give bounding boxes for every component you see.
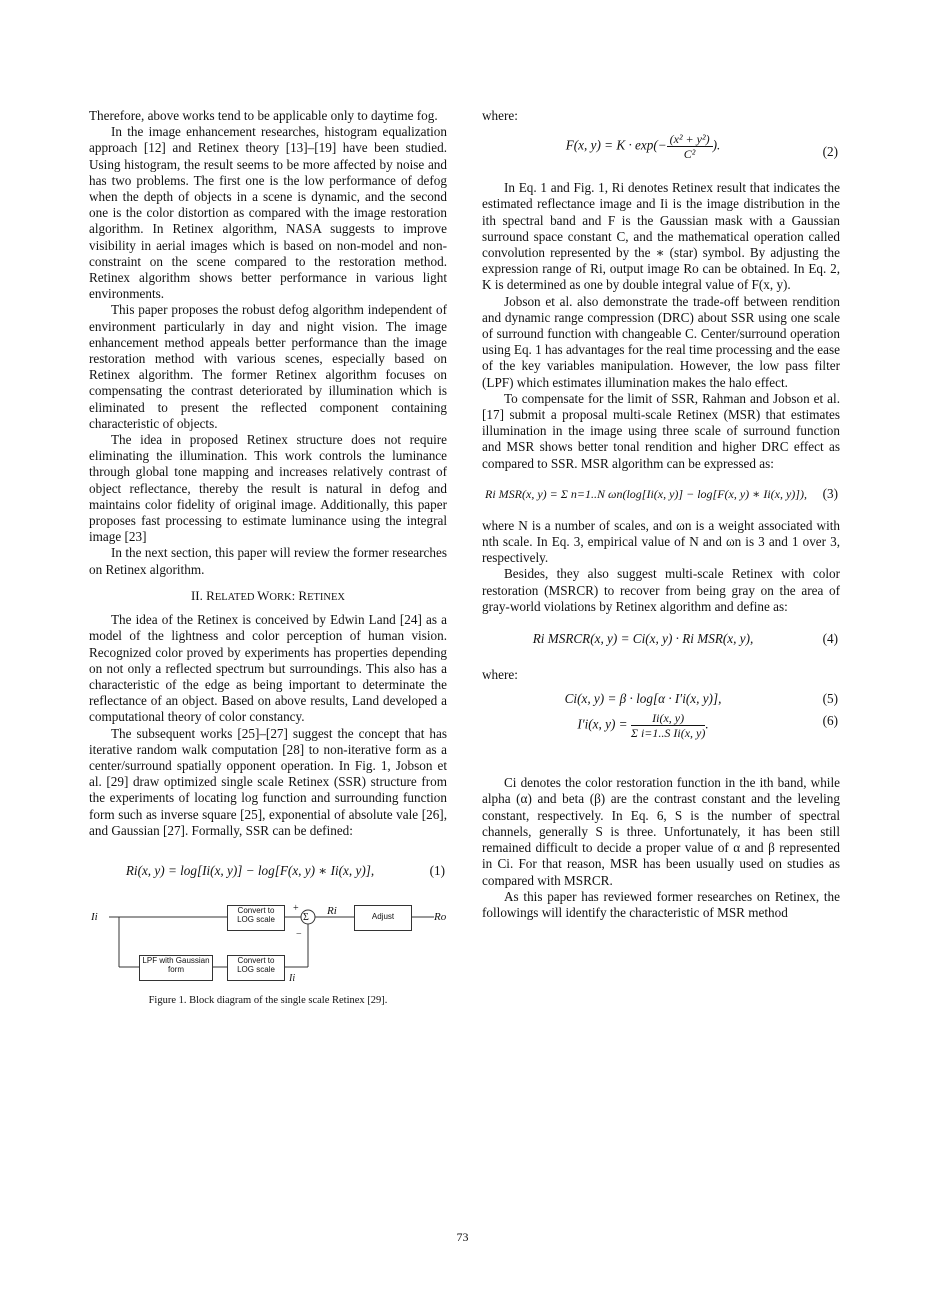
page-number: 73	[456, 1230, 469, 1244]
paragraph: The idea of the Retinex is conceived by Edwin Land [24] as a model of the lightness and color perception of human vision. Recognized color proved by experiments has properties depending on not only a reflected spectrum but surroundings. This also has a characteristic of the edge as being important to determinate the reflectance of an object. Based on above results, Land developed a computational theory of color constancy.	[89, 612, 447, 725]
equation-2	[482, 124, 840, 180]
paragraph: where:	[482, 108, 518, 123]
equation-4	[482, 615, 840, 663]
input-label: Ii	[91, 910, 98, 923]
paragraph: This paper proposes the robust defog algorithm independent of environment particularly in day and night vision. The image enhancement method appeals better performance than the image restoration method with various scenes, especially based on Retinex algorithm. The former Retinex algorithm focuses on compensating the contrast deteriorated by illumination which is eliminated to present the reflected component containing characteristic of objects.	[89, 302, 447, 431]
equation-5	[482, 683, 840, 711]
figure-caption: Figure 1. Block diagram of the single scale Retinex [29].	[148, 994, 388, 1006]
block-log-scale-1: Convert to LOG scale	[227, 905, 285, 931]
section-heading: II. RELATED WORK: RETINEX	[190, 587, 346, 603]
paragraph: In the next section, this paper will review the former researches on Retinex algorithm.	[89, 545, 447, 577]
paragraph: In the image enhancement researches, histogram equalization approach [12] and Retinex theory [13]–[19] have been studied. Using histogram, the result seems to be more affected by noise and has two problems. The first one is the low performance of defog when the depth of objects in a scene is dynamic, and the second one is the color distortion as compared with the image restoration algorithm. In Retinex algorithm, NASA suggests to improve visibility in aerial images which is based on non-model and non-constraint on the scene compared to the restoration method. Retinex algorithm shows better performance in various light environments.	[89, 124, 447, 302]
paragraph: Jobson et al. also demonstrate the trade-off between rendition and dynamic range compression (DRC) about SSR using one scale of surround function with changeable C. Center/surround operation using Eq. 1 has advantages for the real time processing and the ease of the key variables manipulation. However, the low pass filter (LPF) which estimates illumination makes the halo effect.	[482, 293, 840, 390]
output-label: Ro	[434, 910, 447, 923]
paragraph: In Eq. 1 and Fig. 1, Ri denotes Retinex result that indicates the estimated reflectance image and Ii is the image distribution in the ith spectral band and F is the Gaussian mask with a Gaussian surround space constant C, and the mathematical operation called convolution represented by the ∗ (star) symbol. By adjusting the expression range of Ri, output image Ro can be obtained. In Eq. 2, K is determined as one by double integral value of F(x, y).	[482, 180, 840, 293]
paragraph: To compensate for the limit of SSR, Rahman and Jobson et al. [17] submit a proposal multi-scale Retinex (MSR) that estimates illumination in the image using three scale of surround function and MSR shows better tonal rendition and higher DRC effect as compared to SSR. MSR algorithm can be expressed as:	[482, 390, 840, 471]
equation-6	[482, 711, 840, 763]
equation-number: (4)	[822, 631, 838, 647]
paragraph: As this paper has reviewed former researches on Retinex, the followings will identify the characteristic of MSR method	[482, 888, 840, 920]
equation-body: Ri MSRCR(x, y) = Ci(x, y) · Ri MSR(x, y),	[532, 631, 754, 647]
paragraph: Ci denotes the color restoration function in the ith band, while alpha (α) and beta (β) are the contrast constant and the leveling constant, respectively. In Eq. 6, S is the number of spectral channels, generally S is three. Unfortunately, it has been still remained difficult to decide a proper value of α and β represented in Ci. For that reason, MSR has been usually used on studies as compared with MSRCR.	[482, 775, 840, 888]
equation-body: F(x, y) = K · exp(− $\frac{\text{(x² + y²)}}{\text{C²}}$ ).	[565, 132, 721, 162]
equation-number: (3)	[822, 485, 838, 501]
ri-label: Ri	[327, 904, 337, 917]
equation-body: I′i(x, y) = $\frac{Ii(x, y)}{\text{Σ i=1..S Ii(x, y)}}$ .	[577, 711, 709, 741]
block-adjust: Adjust	[354, 905, 412, 931]
paragraph: The idea in proposed Retinex structure does not require eliminating the illumination. This work controls the luminance through global tone mapping and increases relatively contrast of object reflectance, thereby the result is natural in defog and maintains color fidelity of original image. Additionally, this paper proposes fast processing to estimate luminance using the integral image [23]	[89, 432, 447, 545]
plus-sign: +	[293, 902, 299, 914]
block-lpf: LPF with Gaussian form	[139, 955, 213, 981]
paragraph: Therefore, above works tend to be applicable only to daytime fog.	[89, 108, 438, 123]
summing-junction: Σ	[303, 911, 309, 923]
equation-body: Ci(x, y) = β · log[α · I′i(x, y)],	[564, 691, 722, 707]
equation-body: Ri(x, y) = log[Ii(x, y)] − log[F(x, y) ∗ Ii(x, y)],	[125, 862, 375, 878]
ii-label: Ii	[289, 972, 296, 984]
equation-body: Ri MSR(x, y) = Σ n=1..N ωn(log[Ii(x, y)] − log[F(x, y) ∗ Ii(x, y)]),	[485, 486, 807, 501]
equation-3	[482, 472, 840, 518]
paragraph: where N is a number of scales, and ωn is a weight associated with nth scale. In Eq. 3, empirical value of N and ωn is 3 and 1 over 3, respectively.	[482, 517, 840, 566]
left-column	[89, 108, 447, 1009]
equation-1	[89, 853, 447, 887]
minus-sign: −	[296, 928, 302, 940]
paragraph: Besides, they also suggest multi-scale Retinex with color restoration (MSRCR) to recover from being gray on the area of gray-world violations by Retinex algorithm and define as:	[482, 566, 840, 614]
equation-number: (1)	[429, 862, 445, 878]
equation-number: (5)	[822, 691, 838, 707]
paragraph: where:	[482, 667, 518, 683]
equation-number: (6)	[822, 713, 838, 729]
paragraph: The subsequent works [25]–[27] suggest the concept that has iterative random walk computation [28] to non-iterative form as a center/surround spatially opponent operation. In Fig. 1, Jobson et al. [29] draw optimized single scale Retinex (SSR) structure from the experiments of locating log function and surrounding function form such as inverse square [25], exponential of absolute vale [26], and Gaussian [27]. Formally, SSR can be defined:	[89, 725, 447, 838]
equation-number: (2)	[822, 144, 838, 160]
block-log-scale-2: Convert to LOG scale	[227, 955, 285, 981]
right-column	[482, 108, 840, 921]
figure-block-diagram	[89, 897, 447, 987]
